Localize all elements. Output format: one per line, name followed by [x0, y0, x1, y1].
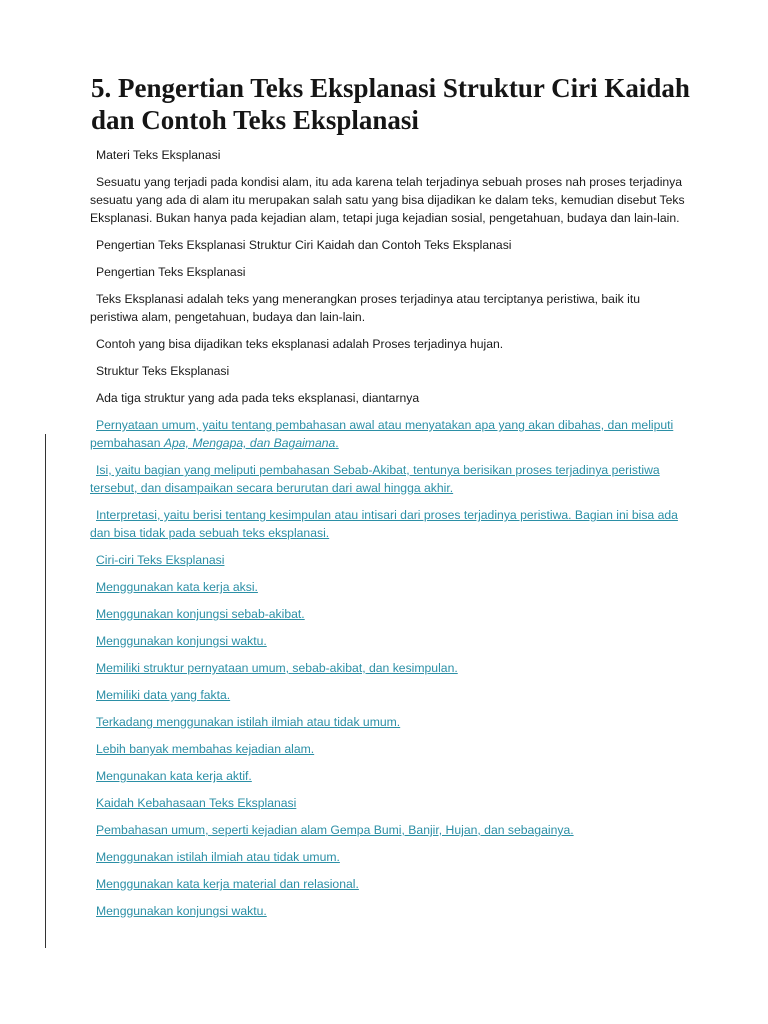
kaidah-item-link[interactable]: Menggunakan istilah ilmiah atau tidak umum. — [96, 850, 340, 864]
ciri-item[interactable] — [90, 659, 690, 677]
paragraph-intro-text: Sesuatu yang terjadi pada kondisi alam, itu ada karena telah terjadinya sebuah proses nah proses terjadinya sesuatu yang ada di alam itu merupakan salah satu yang bisa dijadikan ke dalam teks, kemudian disebut Teks Eksplanasi. Bukan hanya pada kejadian alam, tetapi juga kejadian sosial, pengetahuan, budaya dan lain-lain. — [90, 175, 685, 225]
structure-item-pernyataan-end: . — [335, 436, 339, 450]
kaidah-item[interactable] — [90, 848, 690, 866]
ciri-item[interactable] — [90, 578, 690, 596]
paragraph-materi: Materi Teks Eksplanasi — [96, 148, 221, 162]
ciri-item[interactable] — [90, 713, 690, 731]
ciri-item-link[interactable]: Memiliki data yang fakta. — [96, 688, 231, 702]
page-title: 5. Pengertian Teks Eksplanasi Struktur Ciri Kaidah dan Contoh Teks Eksplanasi — [91, 73, 690, 135]
structure-link-isi[interactable]: Isi, yaitu bagian yang meliputi pembahasan Sebab-Akibat, tentunya berisikan proses terjadinya peristiwa tersebut, dan disampaikan secara berurutan dari awal hingga akhir. — [90, 463, 660, 495]
heading-struktur: Struktur Teks Eksplanasi — [96, 364, 230, 378]
kaidah-item[interactable] — [90, 821, 690, 839]
ciri-item-link[interactable]: Terkadang menggunakan istilah ilmiah atau tidak umum. — [96, 715, 401, 729]
structure-item-isi[interactable] — [90, 461, 690, 497]
kaidah-item[interactable] — [90, 902, 690, 920]
kaidah-item[interactable] — [90, 875, 690, 893]
ciri-item[interactable] — [90, 686, 690, 704]
structure-link-interpretasi[interactable]: Interpretasi, yaitu berisi tentang kesimpulan atau intisari dari proses terjadinya peristiwa. Bagian ini bisa ada dan bisa tidak pada sebuah teks eksplanasi. — [90, 508, 678, 540]
ciri-item[interactable] — [90, 740, 690, 758]
paragraph-subtitle: Pengertian Teks Eksplanasi Struktur Ciri Kaidah dan Contoh Teks Eksplanasi — [96, 238, 512, 252]
ciri-item-link[interactable]: Mengunakan kata kerja aktif. — [96, 769, 252, 783]
margin-bar — [45, 434, 46, 948]
paragraph-struktur-intro: Ada tiga struktur yang ada pada teks eksplanasi, diantarnya — [96, 391, 420, 405]
kaidah-item-link[interactable]: Pembahasan umum, seperti kejadian alam Gempa Bumi, Banjir, Hujan, dan sebagainya. — [96, 823, 574, 837]
ciri-item[interactable] — [90, 632, 690, 650]
structure-item-pernyataan-italic: Apa, Mengapa, dan Bagaimana — [163, 436, 336, 450]
kaidah-item-link[interactable]: Menggunakan kata kerja material dan relasional. — [96, 877, 359, 891]
ciri-item-link[interactable]: Menggunakan konjungsi sebab-akibat. — [96, 607, 305, 621]
paragraph-definition — [90, 290, 690, 326]
ciri-heading-link[interactable]: Ciri-ciri Teks Eksplanasi — [96, 553, 225, 567]
structure-link-pernyataan[interactable] — [90, 418, 673, 450]
ciri-heading[interactable] — [90, 551, 690, 569]
paragraph-intro — [90, 173, 690, 227]
ciri-item[interactable] — [90, 767, 690, 785]
structure-item-interpretasi[interactable] — [90, 506, 690, 542]
kaidah-heading[interactable] — [90, 794, 690, 812]
paragraph-definition-text: Teks Eksplanasi adalah teks yang menerangkan proses terjadinya atau terciptanya peristiwa, baik itu peristiwa alam, pengetahuan, budaya dan lain-lain. — [90, 292, 641, 324]
ciri-item-link[interactable]: Menggunakan kata kerja aksi. — [96, 580, 258, 594]
heading-pengertian: Pengertian Teks Eksplanasi — [96, 265, 246, 279]
structure-item-pernyataan-text: Pernyataan umum, yaitu tentang pembahasan awal atau menyatakan apa yang akan dibahas, dan meliputi pembahasan — [90, 418, 674, 450]
structure-item-pernyataan[interactable] — [90, 416, 690, 452]
kaidah-heading-link[interactable]: Kaidah Kebahasaan Teks Eksplanasi — [96, 796, 297, 810]
ciri-item[interactable] — [90, 605, 690, 623]
document-body — [90, 146, 690, 929]
ciri-item-link[interactable]: Menggunakan konjungsi waktu. — [96, 634, 267, 648]
ciri-item-link[interactable]: Lebih banyak membahas kejadian alam. — [96, 742, 315, 756]
ciri-item-link[interactable]: Memiliki struktur pernyataan umum, sebab-akibat, dan kesimpulan. — [96, 661, 458, 675]
paragraph-example: Contoh yang bisa dijadikan teks eksplanasi adalah Proses terjadinya hujan. — [96, 337, 504, 351]
kaidah-item-link[interactable]: Menggunakan konjungsi waktu. — [96, 904, 267, 918]
